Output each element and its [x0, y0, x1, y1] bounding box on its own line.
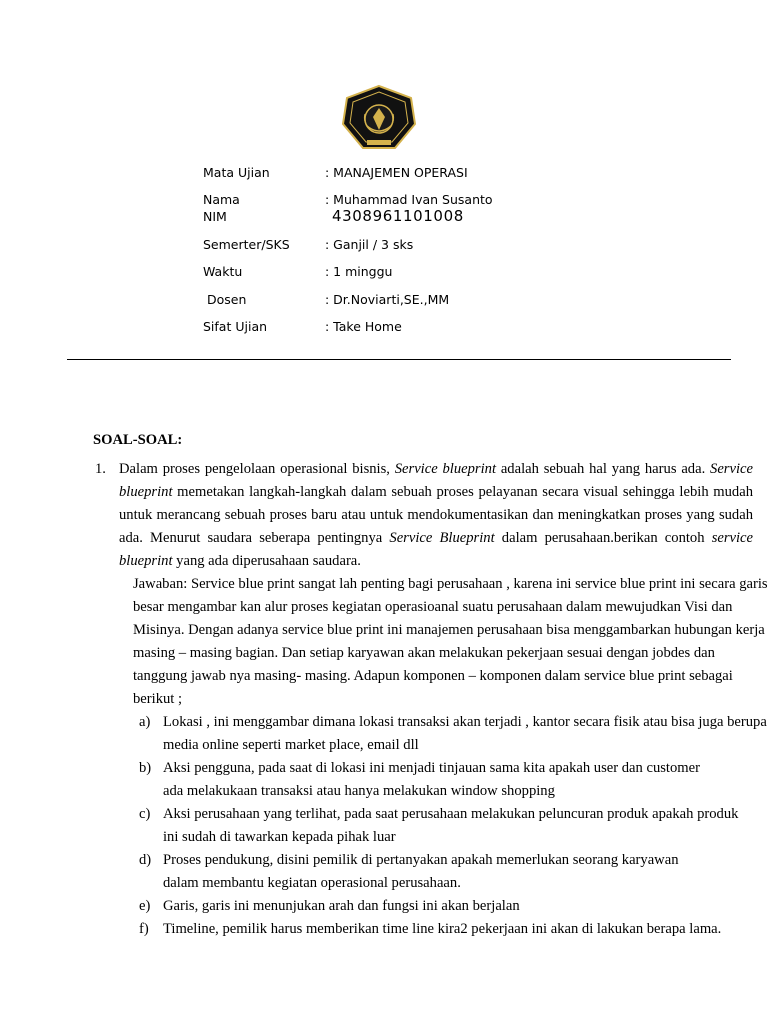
answer-line: tanggung jawab nya masing- masing. Adapun komponen – komponen dalam service blue print sebagai — [133, 668, 733, 684]
italic-term: blueprint — [119, 484, 173, 500]
text-run: dalam perusahaan.berikan contoh — [494, 530, 712, 546]
header-value-nim: 4308961101008 — [332, 207, 464, 225]
list-item-line: media online seperti market place, email dll — [163, 737, 419, 753]
header-value-waktu: : 1 minggu — [325, 264, 393, 279]
text-run: untuk merancang sebuah proses baru atau untuk mendokumentasikan dan meningkatkan proses yang sudah — [119, 507, 753, 523]
answer-line: Jawaban: Service blue print sangat lah penting bagi perusahaan , karena ini service blue print ini secara garis — [133, 576, 768, 592]
list-item-line: Proses pendukung, disini pemilik di pertanyakan apakah memerlukan seorang karyawan — [163, 852, 679, 868]
list-item-line: ada melakukaan transaksi atau hanya melakukan window shopping — [163, 783, 555, 799]
text-run: Dalam proses pengelolaan operasional bisnis, — [119, 461, 395, 477]
header-value-semester: : Ganjil / 3 sks — [325, 237, 414, 252]
list-marker: f) — [139, 921, 149, 937]
question-line — [119, 484, 753, 501]
list-item-line: Aksi perusahaan yang terlihat, pada saat perusahaan melakukan peluncuran produk apakah produk — [163, 806, 739, 822]
list-item-line: Timeline, pemilik harus memberikan time line kira2 pekerjaan ini akan di lakukan berapa lama. — [163, 921, 722, 937]
question-line — [119, 553, 753, 570]
italic-term: Service — [710, 461, 753, 477]
text-run: adalah sebuah hal yang harus ada. — [496, 461, 711, 477]
text-run: yang ada diperusahaan saudara. — [172, 553, 361, 569]
answer-line: Misinya. Dengan adanya service blue print ini manajemen perusahaan bisa menggambarkan hubungan kerja — [133, 622, 765, 638]
list-marker: d) — [139, 852, 152, 868]
header-label-semester: Semerter/SKS — [203, 237, 290, 252]
list-item-line: Garis, garis ini menunjukan arah dan fungsi ini akan berjalan — [163, 898, 520, 914]
header-label-dosen: Dosen — [203, 292, 247, 307]
question-line — [119, 530, 753, 547]
header-value-dosen: : Dr.Noviarti,SE.,MM — [325, 292, 450, 307]
list-item-line: ini sudah di tawarkan kepada pihak luar — [163, 829, 396, 845]
text-run: memetakan langkah-langkah dalam sebuah proses pelayanan secara visual sehingga lebih mudah — [172, 484, 753, 500]
answer-line: masing – masing bagian. Dan setiap karyawan akan melakukan pekerjaan sesuai dengan jobdes dan — [133, 645, 715, 661]
list-marker: c) — [139, 806, 151, 822]
header-label-sifat-ujian: Sifat Ujian — [203, 319, 268, 334]
section-title: SOAL-SOAL: — [93, 432, 183, 448]
list-item-line: Lokasi , ini menggambar dimana lokasi transaksi akan terjadi , kantor secara fisik atau bisa juga berupa — [163, 714, 767, 730]
header-value-sifat-ujian: : Take Home — [325, 319, 402, 334]
header-label-waktu: Waktu — [203, 264, 243, 279]
header-label-nama: Nama — [203, 192, 240, 207]
header-label-mata-ujian: Mata Ujian — [203, 165, 270, 180]
italic-term: service — [711, 530, 754, 546]
question-number: 1. — [95, 461, 106, 477]
list-marker: a) — [139, 714, 151, 730]
italic-term: Service Blueprint — [389, 530, 495, 546]
italic-term: blueprint — [119, 553, 173, 569]
text-run: ada. Menurut saudara seberapa pentingnya — [119, 530, 390, 546]
list-marker: e) — [139, 898, 151, 914]
header-label-nim: NIM — [203, 209, 227, 224]
list-item-line: Aksi pengguna, pada saat di lokasi ini menjadi tinjauan sama kita apakah user dan customer — [163, 760, 700, 776]
italic-term: Service blueprint — [394, 461, 497, 477]
header-value-mata-ujian: : MANAJEMEN OPERASI — [325, 165, 468, 180]
answer-line: besar mengambar kan alur proses kegiatan operasioanal suatu perusahaan dalam mewujudkan Visi dan — [133, 599, 733, 615]
answer-line: berikut ; — [133, 691, 183, 707]
header-divider — [67, 359, 731, 360]
question-line — [119, 507, 753, 524]
question-line — [119, 461, 753, 478]
list-marker: b) — [139, 760, 152, 776]
list-item-line: dalam membantu kegiatan operasional perusahaan. — [163, 875, 461, 891]
header-value-nama: : Muhammad Ivan Susanto — [325, 192, 493, 207]
university-seal-icon — [341, 84, 417, 154]
